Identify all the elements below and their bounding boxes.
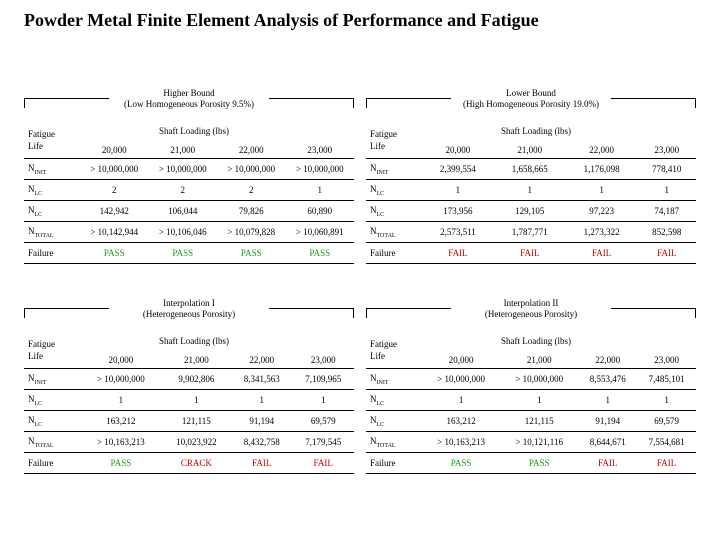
failure-status-cell: FAIL — [494, 243, 566, 264]
table-cell: 1 — [422, 390, 500, 411]
failure-status-cell: PASS — [286, 243, 355, 264]
table-row-loads — [366, 142, 696, 159]
panel-heading-subtitle: (High Homogeneous Porosity 19.0%) — [463, 99, 599, 109]
table-row-n-lc — [24, 201, 354, 222]
results-table — [24, 352, 354, 474]
load-header-cell: 22,000 — [566, 142, 638, 159]
failure-status-cell: PASS — [422, 453, 500, 474]
load-header-cell: 23,000 — [286, 142, 355, 159]
panel-heading-subtitle: (Heterogeneous Porosity) — [142, 309, 236, 319]
table-cell: 60,890 — [286, 201, 355, 222]
results-table — [366, 352, 696, 474]
panel-heading-title: Higher Bound — [163, 88, 215, 98]
row-label-n-init: $N_{INIT}$ — [24, 159, 80, 180]
table-cell: 2 — [217, 180, 286, 201]
table-row-failure — [24, 243, 354, 264]
table-cell: 1 — [637, 390, 696, 411]
row-label-failure: Failure — [24, 453, 80, 474]
table-cell: 1 — [286, 180, 355, 201]
fatigue-life-label: Fatigue Life — [370, 339, 397, 361]
table-cell: 129,105 — [494, 201, 566, 222]
load-header-cell: 22,000 — [217, 142, 286, 159]
table-cell: > 10,163,213 — [80, 432, 162, 453]
row-label-failure: Failure — [24, 243, 80, 264]
fatigue-life-label: Fatigue Life — [370, 129, 397, 151]
load-header-cell: 20,000 — [422, 142, 494, 159]
shaft-loading-label: Shaft Loading (lbs) — [159, 336, 229, 346]
bracket-rule — [24, 308, 109, 309]
panel-heading-title: Lower Bound — [506, 88, 556, 98]
load-header-cell: 21,000 — [500, 352, 578, 369]
table-cell: 69,579 — [292, 411, 354, 432]
panel-heading-title: Interpolation I — [163, 298, 215, 308]
bracket-rule — [269, 308, 354, 309]
load-header-cell: 22,000 — [231, 352, 293, 369]
shaft-loading-label: Shaft Loading (lbs) — [501, 126, 571, 136]
table-row-n-lc-count — [366, 390, 696, 411]
table-cell: 2,573,511 — [422, 222, 494, 243]
table-cell: > 10,000,000 — [80, 369, 162, 390]
table-row-loads — [24, 352, 354, 369]
row-label-empty — [366, 352, 422, 369]
bracket-tick — [24, 308, 25, 318]
load-header-cell: 23,000 — [638, 142, 696, 159]
table-row-n-lc-count — [24, 180, 354, 201]
table-cell: > 10,163,213 — [422, 432, 500, 453]
table-cell: 1 — [162, 390, 231, 411]
row-label-empty — [24, 352, 80, 369]
panel-heading-subtitle: (Low Homogeneous Porosity 9.5%) — [124, 99, 254, 109]
bracket-tick — [366, 308, 367, 318]
failure-status-cell: PASS — [217, 243, 286, 264]
table-row-n-lc-count — [366, 180, 696, 201]
fatigue-life-label: Fatigue Life — [28, 129, 55, 151]
failure-status-cell: PASS — [80, 453, 162, 474]
load-header-cell: 21,000 — [162, 352, 231, 369]
table-cell: 1 — [578, 390, 637, 411]
table-cell: > 10,079,828 — [217, 222, 286, 243]
failure-status-cell: FAIL — [566, 243, 638, 264]
failure-status-cell: PASS — [149, 243, 218, 264]
table-cell: > 10,000,000 — [80, 159, 149, 180]
table-row-n-init — [366, 369, 696, 390]
table-cell: > 10,060,891 — [286, 222, 355, 243]
bracket-rule — [24, 98, 109, 99]
table-cell: 163,212 — [80, 411, 162, 432]
results-table — [366, 142, 696, 264]
row-label-n-total: $N_{TOTAL}$ — [24, 432, 80, 453]
table-row-failure — [366, 243, 696, 264]
row-label-n-lc-count: $N_{LC}$ — [366, 390, 422, 411]
table-row-failure — [24, 453, 354, 474]
table-cell: 1 — [231, 390, 293, 411]
table-cell: > 10,121,116 — [500, 432, 578, 453]
table-cell: 79,826 — [217, 201, 286, 222]
table-cell: 8,553,476 — [578, 369, 637, 390]
table-cell: 1,658,665 — [494, 159, 566, 180]
panel-heading — [366, 298, 696, 320]
table-cell: 8,341,563 — [231, 369, 293, 390]
table-cell: 1 — [292, 390, 354, 411]
table-cell: 1 — [638, 180, 696, 201]
table-cell: 7,554,681 — [637, 432, 696, 453]
load-header-cell: 20,000 — [422, 352, 500, 369]
table-row-n-init — [24, 369, 354, 390]
table-cell: 7,179,545 — [292, 432, 354, 453]
row-label-failure: Failure — [366, 243, 422, 264]
failure-status-cell: CRACK — [162, 453, 231, 474]
failure-status-cell: FAIL — [578, 453, 637, 474]
row-label-n-lc-count: $N_{LC}$ — [24, 390, 80, 411]
fatigue-life-label: Fatigue Life — [28, 339, 55, 361]
panel-heading-title: Interpolation II — [503, 298, 559, 308]
table-row-n-total — [366, 432, 696, 453]
row-label-empty — [366, 142, 422, 159]
bracket-tick — [695, 308, 696, 318]
table-cell: > 10,000,000 — [500, 369, 578, 390]
failure-status-cell: FAIL — [637, 453, 696, 474]
load-header-cell: 21,000 — [494, 142, 566, 159]
row-label-n-init: $N_{INIT}$ — [24, 369, 80, 390]
results-table — [24, 142, 354, 264]
table-cell: 106,044 — [149, 201, 218, 222]
table-cell: 69,579 — [637, 411, 696, 432]
table-cell: 8,432,758 — [231, 432, 293, 453]
table-row-failure — [366, 453, 696, 474]
panel-heading — [366, 88, 696, 110]
table-cell: 2,399,554 — [422, 159, 494, 180]
table-cell: > 10,142,944 — [80, 222, 149, 243]
table-cell: 1 — [494, 180, 566, 201]
bracket-tick — [353, 308, 354, 318]
failure-status-cell: FAIL — [638, 243, 696, 264]
table-row-loads — [24, 142, 354, 159]
row-label-n-lc-count: $N_{LC}$ — [366, 180, 422, 201]
table-cell: 121,115 — [500, 411, 578, 432]
row-label-n-total: $N_{TOTAL}$ — [24, 222, 80, 243]
failure-status-cell: PASS — [80, 243, 149, 264]
table-row-n-init — [366, 159, 696, 180]
load-header-cell: 20,000 — [80, 352, 162, 369]
bracket-rule — [269, 98, 354, 99]
bracket-tick — [353, 98, 354, 108]
table-cell: 142,942 — [80, 201, 149, 222]
table-cell: 7,485,101 — [637, 369, 696, 390]
table-cell: 778,410 — [638, 159, 696, 180]
table-row-loads — [366, 352, 696, 369]
load-header-cell: 21,000 — [149, 142, 218, 159]
table-cell: 173,956 — [422, 201, 494, 222]
row-label-n-lc: $N_{LC}$ — [24, 201, 80, 222]
row-label-n-init: $N_{INIT}$ — [366, 369, 422, 390]
load-header-cell: 23,000 — [637, 352, 696, 369]
table-cell: 1 — [566, 180, 638, 201]
bracket-rule — [611, 308, 696, 309]
row-label-n-lc-count: $N_{LC}$ — [24, 180, 80, 201]
row-label-n-total: $N_{TOTAL}$ — [366, 222, 422, 243]
row-label-n-lc: $N_{LC}$ — [366, 201, 422, 222]
panel-heading — [24, 88, 354, 110]
bracket-rule — [366, 98, 451, 99]
load-header-cell: 22,000 — [578, 352, 637, 369]
row-label-n-lc: $N_{LC}$ — [366, 411, 422, 432]
shaft-loading-label: Shaft Loading (lbs) — [159, 126, 229, 136]
failure-status-cell: PASS — [500, 453, 578, 474]
row-label-empty — [24, 142, 80, 159]
table-cell: 1 — [500, 390, 578, 411]
row-label-n-lc: $N_{LC}$ — [24, 411, 80, 432]
table-cell: 121,115 — [162, 411, 231, 432]
row-label-n-total: $N_{TOTAL}$ — [366, 432, 422, 453]
bracket-rule — [611, 98, 696, 99]
table-cell: > 10,000,000 — [286, 159, 355, 180]
table-row-n-total — [24, 222, 354, 243]
table-row-n-total — [366, 222, 696, 243]
page-title: Powder Metal Finite Element Analysis of Performance and Fatigue — [24, 10, 539, 30]
table-cell: 2 — [149, 180, 218, 201]
table-cell: 1,787,771 — [494, 222, 566, 243]
table-cell: 9,902,806 — [162, 369, 231, 390]
load-header-cell: 20,000 — [80, 142, 149, 159]
table-row-n-lc — [366, 411, 696, 432]
table-row-n-lc-count — [24, 390, 354, 411]
table-cell: 1 — [80, 390, 162, 411]
table-cell: 91,194 — [231, 411, 293, 432]
table-cell: 852,598 — [638, 222, 696, 243]
panel-heading-subtitle: (Heterogeneous Porosity) — [484, 309, 578, 319]
table-cell: > 10,000,000 — [217, 159, 286, 180]
bracket-tick — [695, 98, 696, 108]
load-header-cell: 23,000 — [292, 352, 354, 369]
table-cell: 163,212 — [422, 411, 500, 432]
table-cell: 91,194 — [578, 411, 637, 432]
table-row-n-lc — [24, 411, 354, 432]
table-row-n-total — [24, 432, 354, 453]
bracket-rule — [366, 308, 451, 309]
bracket-tick — [366, 98, 367, 108]
table-row-n-init — [24, 159, 354, 180]
bracket-tick — [24, 98, 25, 108]
table-cell: > 10,000,000 — [422, 369, 500, 390]
shaft-loading-label: Shaft Loading (lbs) — [501, 336, 571, 346]
table-cell: > 10,106,046 — [149, 222, 218, 243]
table-cell: 1 — [422, 180, 494, 201]
table-cell: 74,187 — [638, 201, 696, 222]
row-label-failure: Failure — [366, 453, 422, 474]
failure-status-cell: FAIL — [422, 243, 494, 264]
failure-status-cell: FAIL — [231, 453, 293, 474]
panel-heading — [24, 298, 354, 320]
table-cell: 97,223 — [566, 201, 638, 222]
table-cell: 10,023,922 — [162, 432, 231, 453]
table-cell: 2 — [80, 180, 149, 201]
table-cell: 1,273,322 — [566, 222, 638, 243]
table-row-n-lc — [366, 201, 696, 222]
table-cell: > 10,000,000 — [149, 159, 218, 180]
table-cell: 8,644,671 — [578, 432, 637, 453]
table-cell: 1,176,098 — [566, 159, 638, 180]
failure-status-cell: FAIL — [292, 453, 354, 474]
table-cell: 7,109,965 — [292, 369, 354, 390]
row-label-n-init: $N_{INIT}$ — [366, 159, 422, 180]
